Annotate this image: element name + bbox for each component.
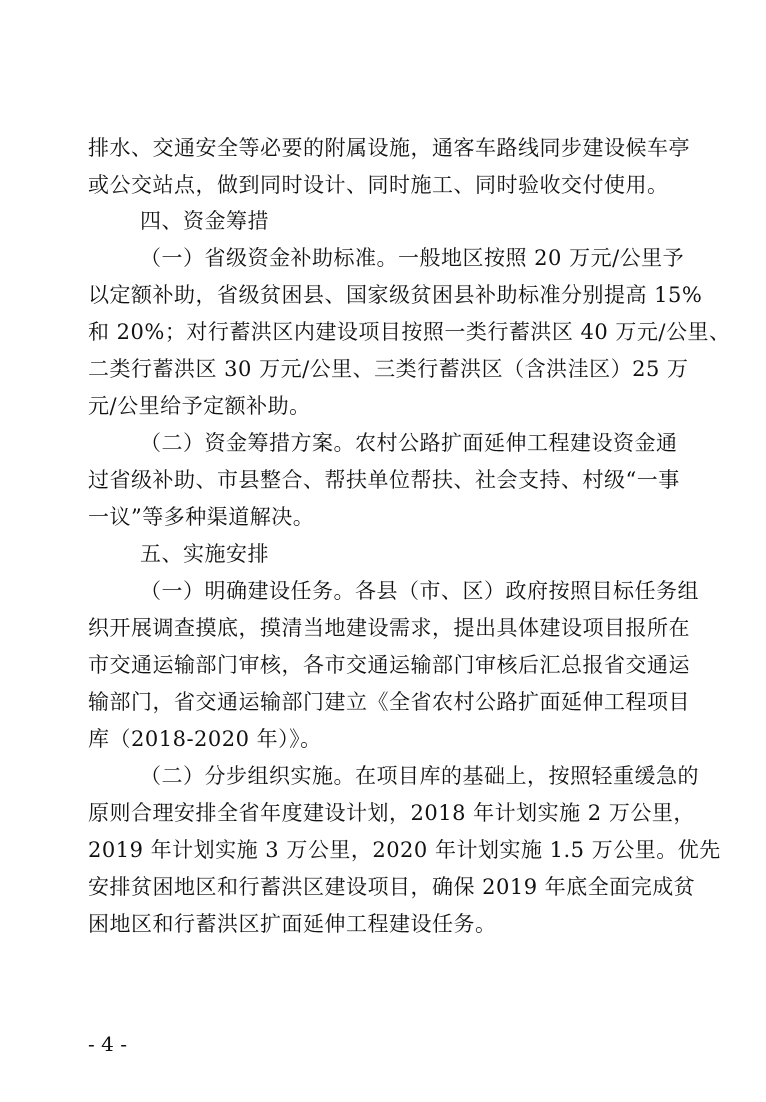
body-text-line: 元/公里给予定额补助。	[88, 394, 311, 418]
body-text-line: 2019 年计划实施 3 万公里，2020 年计划实施 1.5 万公里。优先	[88, 838, 721, 862]
body-text-line: 输部门，省交通运输部门建立《全省农村公路扩面延伸工程项目	[88, 690, 690, 714]
body-text-line: 困地区和行蓄洪区扩面延伸工程建设任务。	[88, 912, 497, 936]
body-text-line: 或公交站点，做到同时设计、同时施工、同时验收交付使用。	[88, 173, 669, 197]
body-text-line: （二）资金筹措方案。农村公路扩面延伸工程建设资金通	[140, 431, 678, 455]
body-text-line: （一）明确建设任务。各县（市、区）政府按照目标任务组	[140, 579, 699, 603]
body-text-line: 原则合理安排全省年度建设计划，2018 年计划实施 2 万公里，	[88, 801, 695, 825]
body-text-line: 以定额补助，省级贫困县、国家级贫困县补助标准分别提高 15%	[88, 283, 703, 307]
section-heading: 五、实施安排	[140, 542, 269, 566]
body-text-line: （一）省级资金补助标准。一般地区按照 20 万元/公里予	[140, 246, 685, 270]
body-text-line: 织开展调查摸底，摸清当地建设需求，提出具体建设项目报所在	[88, 616, 690, 640]
section-heading: 四、资金筹措	[140, 209, 269, 233]
body-text-line: 库（2018-2020 年）》。	[88, 727, 322, 751]
body-text-line: 过省级补助、市县整合、帮扶单位帮扶、社会支持、村级“一事	[88, 468, 680, 492]
body-text-line: 和 20%；对行蓄洪区内建设项目按照一类行蓄洪区 40 万元/公里、	[88, 320, 731, 344]
body-text-line: 安排贫困地区和行蓄洪区建设项目，确保 2019 年底全面完成贫	[88, 875, 696, 899]
page-number: - 4 -	[88, 1032, 127, 1056]
body-text-line: （二）分步组织实施。在项目库的基础上，按照轻重缓急的	[140, 764, 699, 788]
body-text-line: 二类行蓄洪区 30 万元/公里、三类行蓄洪区（含洪洼区）25 万	[88, 357, 689, 381]
body-text-line: 市交通运输部门审核，各市交通运输部门审核后汇总报省交通运	[88, 653, 690, 677]
body-text-line: 一议”等多种渠道解决。	[88, 505, 315, 529]
body-text-line: 排水、交通安全等必要的附属设施，通客车路线同步建设候车亭	[88, 136, 690, 160]
